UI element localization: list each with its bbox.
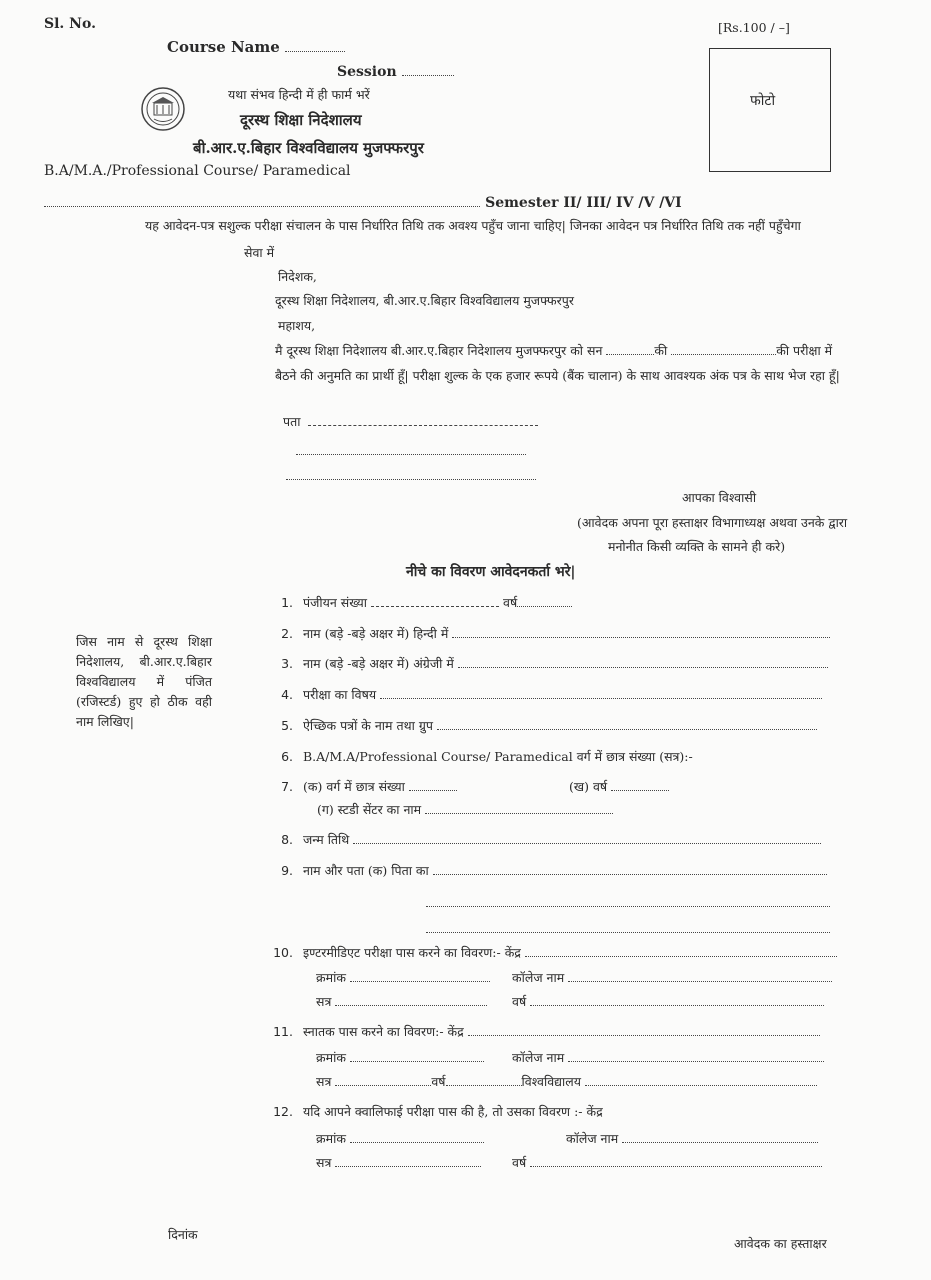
serial-number-label: Sl. No. <box>44 16 96 32</box>
graduation-session: सत्र वर्ष विश्वविद्यालय <box>316 1073 817 1090</box>
graduation-centre-blank[interactable] <box>468 1023 820 1036</box>
addressee: निदेशक, <box>278 269 317 284</box>
semester-line <box>44 192 682 211</box>
instruction-text: यह आवेदन-पत्र सशुल्क परीक्षा संचालन के पास निर्धारित तिथि तक अवश्य पहुँच जाना चाहिए| जिनका आवेदन पत्र निर्धारित तिथि तक नहीं पहुँचेगा <box>145 218 801 233</box>
fill-in-hindi-note: यथा संभव हिन्दी में ही फार्म भरें <box>228 87 370 102</box>
intermediate-centre-blank[interactable] <box>525 944 837 957</box>
field-optional-papers: 5. ऐच्छिक पत्रों के नाम तथा ग्रुप <box>267 717 817 734</box>
addressee-address: दूरस्थ शिक्षा निदेशालय, बी.आर.ए.बिहार विश्वविद्यालय मुजफ्फरपुर <box>275 293 574 308</box>
field-date-of-birth: 8. जन्म तिथि <box>267 831 821 848</box>
field-graduation: 11. स्नातक पास करने का विवरण:- केंद्र <box>267 1023 820 1040</box>
closing-note-line-1: (आवेदक अपना पूरा हस्ताक्षर विभागाध्यक्ष अथवा उनके द्वारा <box>577 515 848 530</box>
fee-label: [Rs.100 / –] <box>718 20 790 35</box>
class-roll-blank[interactable] <box>409 778 457 791</box>
graduation-college: कॉलेज नाम <box>512 1049 824 1066</box>
photo-box[interactable] <box>709 48 831 172</box>
graduation-roll-blank[interactable] <box>350 1049 484 1062</box>
semester-label: Semester II/ III/ IV /V /VI <box>485 195 682 211</box>
graduation-session-blank[interactable] <box>335 1073 431 1086</box>
session-label: Session <box>337 63 454 80</box>
father-address-line-2-wrap <box>426 918 830 937</box>
name-english-blank[interactable] <box>458 655 828 668</box>
intermediate-roll-blank[interactable] <box>350 969 490 982</box>
optional-papers-blank[interactable] <box>437 717 817 730</box>
qualifying-roll: क्रमांक <box>316 1130 484 1147</box>
field-study-centre: (ग) स्टडी सेंटर का नाम <box>317 801 613 818</box>
qualifying-session-blank[interactable] <box>335 1154 481 1167</box>
address-line-2-wrap <box>296 440 526 459</box>
field-name-english: 3. नाम (बड़े -बड़े अक्षर में) अंग्रेजी में <box>267 655 828 672</box>
intermediate-session-blank[interactable] <box>335 993 487 1006</box>
address-line-3-wrap <box>286 465 536 484</box>
course-name-label: Course Name <box>167 38 345 56</box>
university-name: बी.आर.ए.बिहार विश्वविद्यालय मुजफ्फरपुर <box>193 139 424 157</box>
date-of-birth-blank[interactable] <box>353 831 821 844</box>
closing-text: आपका विश्वासी <box>682 490 757 505</box>
qualifying-year-blank[interactable] <box>530 1154 822 1167</box>
intermediate-year: वर्ष <box>512 993 824 1010</box>
qualifying-college: कॉलेज नाम <box>566 1130 818 1147</box>
name-hindi-blank[interactable] <box>452 625 830 638</box>
photo-label: फोटो <box>750 93 776 109</box>
field-qualifying-exam: 12. यदि आपने क्वालिफाई परीक्षा पास की है, तो उसका विवरण :- केंद्र <box>273 1104 603 1119</box>
father-address-line-2[interactable] <box>426 920 830 933</box>
address-field: पता <box>283 413 538 430</box>
graduation-year-blank[interactable] <box>446 1073 522 1086</box>
intermediate-year-blank[interactable] <box>530 993 824 1006</box>
directorate-name: दूरस्थ शिक्षा निदेशालय <box>240 111 362 129</box>
exam-blank[interactable] <box>671 342 776 355</box>
qualifying-roll-blank[interactable] <box>350 1130 484 1143</box>
field-exam-subject: 4. परीक्षा का विषय <box>267 686 822 703</box>
name-registration-note: जिस नाम से दूरस्थ शिक्षा निदेशालय, बी.आर.ए.बिहार विश्वविद्यालय में पंजित (रजिस्टर्ड) हुए हो ठीक वही नाम लिखिए| <box>76 634 212 729</box>
program-blank[interactable] <box>44 194 480 207</box>
address-line-1[interactable] <box>308 413 538 426</box>
field-intermediate: 10. इण्टरमीडिएट परीक्षा पास करने का विवरण:- केंद्र <box>267 944 837 961</box>
section-title: नीचे का विवरण आवेदनकर्ता भरे| <box>406 564 576 580</box>
father-address-line-1-wrap <box>426 892 830 911</box>
exam-subject-blank[interactable] <box>380 686 822 699</box>
intermediate-college-blank[interactable] <box>568 969 832 982</box>
address-line-2[interactable] <box>296 442 526 455</box>
year-blank[interactable] <box>606 342 654 355</box>
intermediate-session: सत्र <box>316 993 487 1010</box>
course-name-blank[interactable] <box>285 39 345 52</box>
to-label: सेवा में <box>244 245 275 260</box>
graduation-roll: क्रमांक <box>316 1049 484 1066</box>
session-blank[interactable] <box>402 63 454 76</box>
closing-note-line-2: मनोनीत किसी व्यक्ति के सामने ही करे) <box>608 539 786 554</box>
graduation-college-blank[interactable] <box>568 1049 824 1062</box>
graduation-university-blank[interactable] <box>585 1073 817 1086</box>
qualifying-session: सत्र <box>316 1154 481 1171</box>
intermediate-college: कॉलेज नाम <box>512 969 832 986</box>
course-list: B.A/M.A./Professional Course/ Paramedical <box>44 163 351 179</box>
address-line-3[interactable] <box>286 467 536 480</box>
field-father-name-address: 9. नाम और पता (क) पिता का <box>267 862 827 879</box>
date-label: दिनांक <box>168 1227 198 1242</box>
father-name-blank[interactable] <box>433 862 827 875</box>
university-seal-icon <box>140 86 186 132</box>
qualifying-year: वर्ष <box>512 1154 822 1171</box>
salutation: महाशय, <box>278 318 316 333</box>
study-centre-blank[interactable] <box>425 801 613 814</box>
father-address-line-1[interactable] <box>426 894 830 907</box>
letter-body-line-2: बैठने की अनुमति का प्रार्थी हूँ| परीक्षा शुल्क के एक हजार रूपये (बैंक चालान) के साथ आवश्यक अंक पत्र के साथ भेज रहा हूँ| <box>275 368 840 383</box>
registration-year-blank[interactable] <box>517 594 572 607</box>
qualifying-college-blank[interactable] <box>622 1130 818 1143</box>
class-year-blank[interactable] <box>611 778 669 791</box>
field-class-details: 7. (क) वर्ग में छात्र संख्या <box>267 778 457 795</box>
field-name-hindi: 2. नाम (बड़े -बड़े अक्षर में) हिन्दी में <box>267 625 830 642</box>
intermediate-roll: क्रमांक <box>316 969 490 986</box>
field-student-number-session: 6. B.A/M.A/Professional Course/ Paramedical वर्ग में छात्र संख्या (सत्र):- <box>281 749 693 764</box>
registration-number-blank[interactable] <box>371 594 499 607</box>
applicant-signature-label: आवेदक का हस्ताक्षर <box>734 1236 827 1251</box>
letter-body-line-1: मै दूरस्थ शिक्षा निदेशालय बी.आर.ए.बिहार निदेशालय मुजफ्फरपुर को सन की की परीक्षा में <box>275 343 833 358</box>
field-registration-number: 1. पंजीयन संख्या वर्ष <box>267 594 572 611</box>
field-class-year: (ख) वर्ष <box>569 778 669 795</box>
